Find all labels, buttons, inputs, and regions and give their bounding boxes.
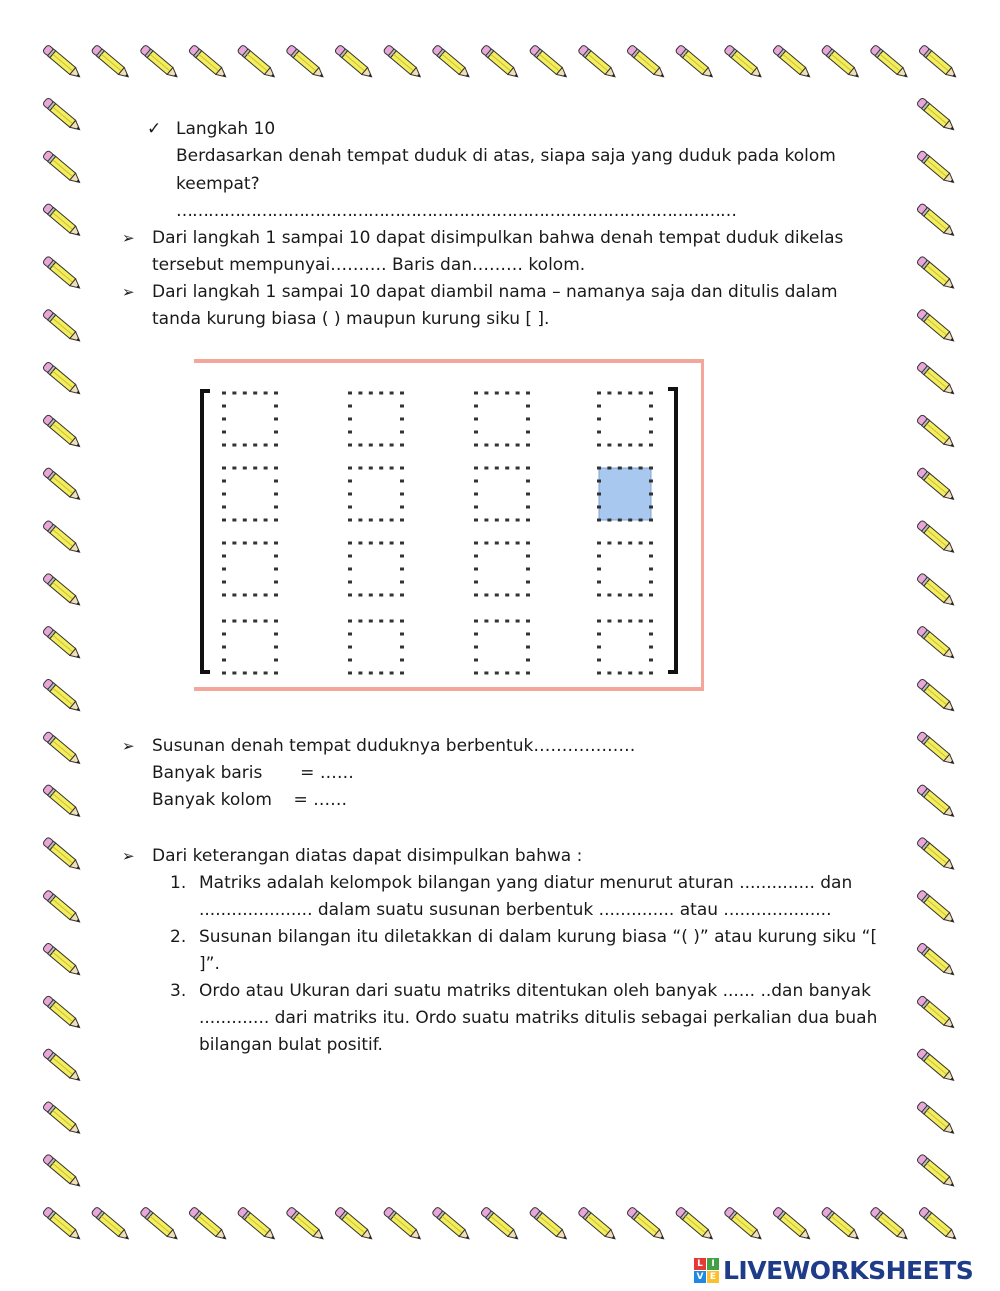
pencil-icon — [529, 1206, 569, 1242]
item-number-3: 3. — [170, 981, 187, 1001]
pencil-icon — [383, 44, 423, 80]
seat-cell — [597, 620, 653, 675]
pencil-icon — [42, 150, 82, 186]
pencil-icon — [626, 1206, 666, 1242]
conclusion1-line2: ..................... dalam suatu susunan berbentuk .............. atau .................... — [199, 900, 832, 920]
conclusion3-line1: Ordo atau Ukuran dari suatu matriks ditentukan oleh banyak ...... ..dan banyak — [199, 981, 871, 1001]
seat-cell — [474, 392, 530, 447]
logo-mark-letter: E — [707, 1271, 719, 1283]
pencil-icon — [772, 1206, 812, 1242]
pencil-icon — [916, 414, 956, 450]
pencil-icon — [140, 44, 180, 80]
langkah-title: Langkah 10 — [176, 119, 276, 139]
logo-mark-letter: V — [694, 1271, 706, 1283]
logo-mark-letter: I — [707, 1258, 719, 1270]
pencil-icon — [916, 995, 956, 1031]
seat-cell — [348, 467, 404, 522]
pencil-icon — [42, 1154, 82, 1190]
pencil-icon — [432, 1206, 472, 1242]
pencil-icon — [870, 1206, 910, 1242]
arrow-bullet-icon: ➢ — [122, 737, 135, 755]
pencil-icon — [772, 44, 812, 80]
langkah-question-line2: keempat? — [176, 174, 260, 194]
pencil-icon — [916, 942, 956, 978]
pencil-icon — [42, 1101, 82, 1137]
pencil-icon — [91, 1206, 131, 1242]
seating-matrix — [194, 363, 698, 687]
pencil-icon — [42, 731, 82, 767]
pencil-icon — [724, 44, 764, 80]
pencil-icon — [42, 678, 82, 714]
pencil-icon — [578, 44, 618, 80]
pencil-icon — [42, 203, 82, 239]
seat-cell — [474, 467, 530, 522]
bullet1-line1: Dari langkah 1 sampai 10 dapat disimpulkan bahwa denah tempat duduk dikelas — [152, 228, 844, 248]
conclusion3-line2: ............. dari matriks itu. Ordo suatu matriks ditulis sebagai perkalian dua buah — [199, 1008, 878, 1028]
arrow-bullet-icon: ➢ — [122, 229, 135, 247]
pencil-icon — [42, 44, 82, 80]
seat-cell — [222, 620, 278, 675]
logo-mark-letter: L — [694, 1258, 706, 1270]
pencil-icon — [140, 1206, 180, 1242]
pencil-icon — [918, 1206, 958, 1242]
pencil-icon — [821, 44, 861, 80]
pencil-icon — [529, 44, 569, 80]
bullet1-line2: tersebut mempunyai………. Baris dan……… kolom. — [152, 255, 586, 275]
logo-mark-icon — [694, 1258, 719, 1283]
seating-plan-figure — [194, 359, 704, 691]
pencil-icon — [188, 44, 228, 80]
pencil-icon — [916, 309, 956, 345]
pencil-icon — [188, 1206, 228, 1242]
checkmark-icon: ✓ — [147, 119, 162, 139]
pencil-icon — [237, 1206, 277, 1242]
pencil-icon — [237, 44, 277, 80]
pencil-icon — [870, 44, 910, 80]
pencil-icon — [42, 361, 82, 397]
pencil-icon — [42, 414, 82, 450]
logo-text: LIVEWORKSHEETS — [723, 1255, 974, 1285]
pencil-icon — [42, 837, 82, 873]
pencil-icon — [42, 97, 82, 133]
pencil-icon — [916, 573, 956, 609]
banyak-kolom: Banyak kolom = …… — [152, 790, 348, 810]
pencil-icon — [42, 890, 82, 926]
conclusion1-line1: Matriks adalah kelompok bilangan yang diatur menurut aturan .............. dan — [199, 873, 853, 893]
pencil-icon — [42, 1206, 82, 1242]
pencil-icon — [916, 890, 956, 926]
right-bracket-icon — [668, 389, 676, 672]
item-number-1: 1. — [170, 873, 187, 893]
bullet3-line1: Susunan denah tempat duduknya berbentuk……………… — [152, 736, 636, 756]
pencil-icon — [42, 573, 82, 609]
seat-cell — [597, 542, 653, 597]
left-bracket-icon — [202, 391, 210, 672]
pencil-icon — [916, 203, 956, 239]
pencil-icon — [42, 309, 82, 345]
conclusion2-line2: ]”. — [199, 954, 220, 974]
pencil-icon — [286, 44, 326, 80]
seat-cell — [222, 392, 278, 447]
pencil-icon — [916, 837, 956, 873]
pencil-icon — [916, 520, 956, 556]
pencil-icon — [916, 784, 956, 820]
pencil-icon — [675, 1206, 715, 1242]
pencil-icon — [916, 256, 956, 292]
pencil-icon — [916, 97, 956, 133]
pencil-icon — [916, 361, 956, 397]
highlighted-seat — [599, 468, 651, 520]
pencil-icon — [916, 1101, 956, 1137]
pencil-icon — [432, 44, 472, 80]
pencil-icon — [91, 44, 131, 80]
liveworksheets-logo[interactable] — [694, 1255, 973, 1285]
pencil-icon — [42, 467, 82, 503]
pencil-icon — [42, 995, 82, 1031]
bullet2-line2: tanda kurung biasa ( ) maupun kurung siku [ ]. — [152, 309, 550, 329]
conclusion3-line3: bilangan bulat positif. — [199, 1035, 383, 1055]
seat-cell — [474, 542, 530, 597]
arrow-bullet-icon: ➢ — [122, 283, 135, 301]
pencil-icon — [916, 731, 956, 767]
pencil-icon — [42, 1048, 82, 1084]
pencil-icon — [916, 1154, 956, 1190]
seat-cell — [348, 542, 404, 597]
seat-cell — [597, 392, 653, 447]
pencil-icon — [916, 1048, 956, 1084]
pencil-icon — [383, 1206, 423, 1242]
pencil-icon — [334, 44, 374, 80]
pencil-icon — [675, 44, 715, 80]
pencil-icon — [334, 1206, 374, 1242]
pencil-icon — [480, 44, 520, 80]
pencil-icon — [918, 44, 958, 80]
bullet4-line1: Dari keterangan diatas dapat disimpulkan bahwa : — [152, 846, 583, 866]
item-number-2: 2. — [170, 927, 187, 947]
seat-cell — [348, 392, 404, 447]
conclusion2-line1: Susunan bilangan itu diletakkan di dalam kurung biasa “( )” atau kurung siku “[ — [199, 927, 878, 947]
pencil-icon — [480, 1206, 520, 1242]
pencil-icon — [42, 784, 82, 820]
pencil-icon — [578, 1206, 618, 1242]
pencil-icon — [916, 467, 956, 503]
seat-cell — [222, 467, 278, 522]
seat-cell — [474, 620, 530, 675]
pencil-icon — [42, 256, 82, 292]
pencil-icon — [724, 1206, 764, 1242]
pencil-icon — [916, 625, 956, 661]
langkah-question-line1: Berdasarkan denah tempat duduk di atas, siapa saja yang duduk pada kolom — [176, 146, 836, 166]
bullet2-line1: Dari langkah 1 sampai 10 dapat diambil nama – namanya saja dan ditulis dalam — [152, 282, 838, 302]
pencil-icon — [42, 520, 82, 556]
pencil-icon — [42, 942, 82, 978]
seat-cell — [348, 620, 404, 675]
arrow-bullet-icon: ➢ — [122, 847, 135, 865]
pencil-icon — [916, 150, 956, 186]
seat-cell — [222, 542, 278, 597]
seat-cell — [597, 467, 653, 522]
pencil-icon — [821, 1206, 861, 1242]
banyak-baris: Banyak baris = …… — [152, 763, 354, 783]
pencil-icon — [42, 625, 82, 661]
pencil-icon — [626, 44, 666, 80]
pencil-icon — [916, 678, 956, 714]
pencil-icon — [286, 1206, 326, 1242]
answer-dots: …………………………………………………………………………………………… — [176, 201, 736, 221]
